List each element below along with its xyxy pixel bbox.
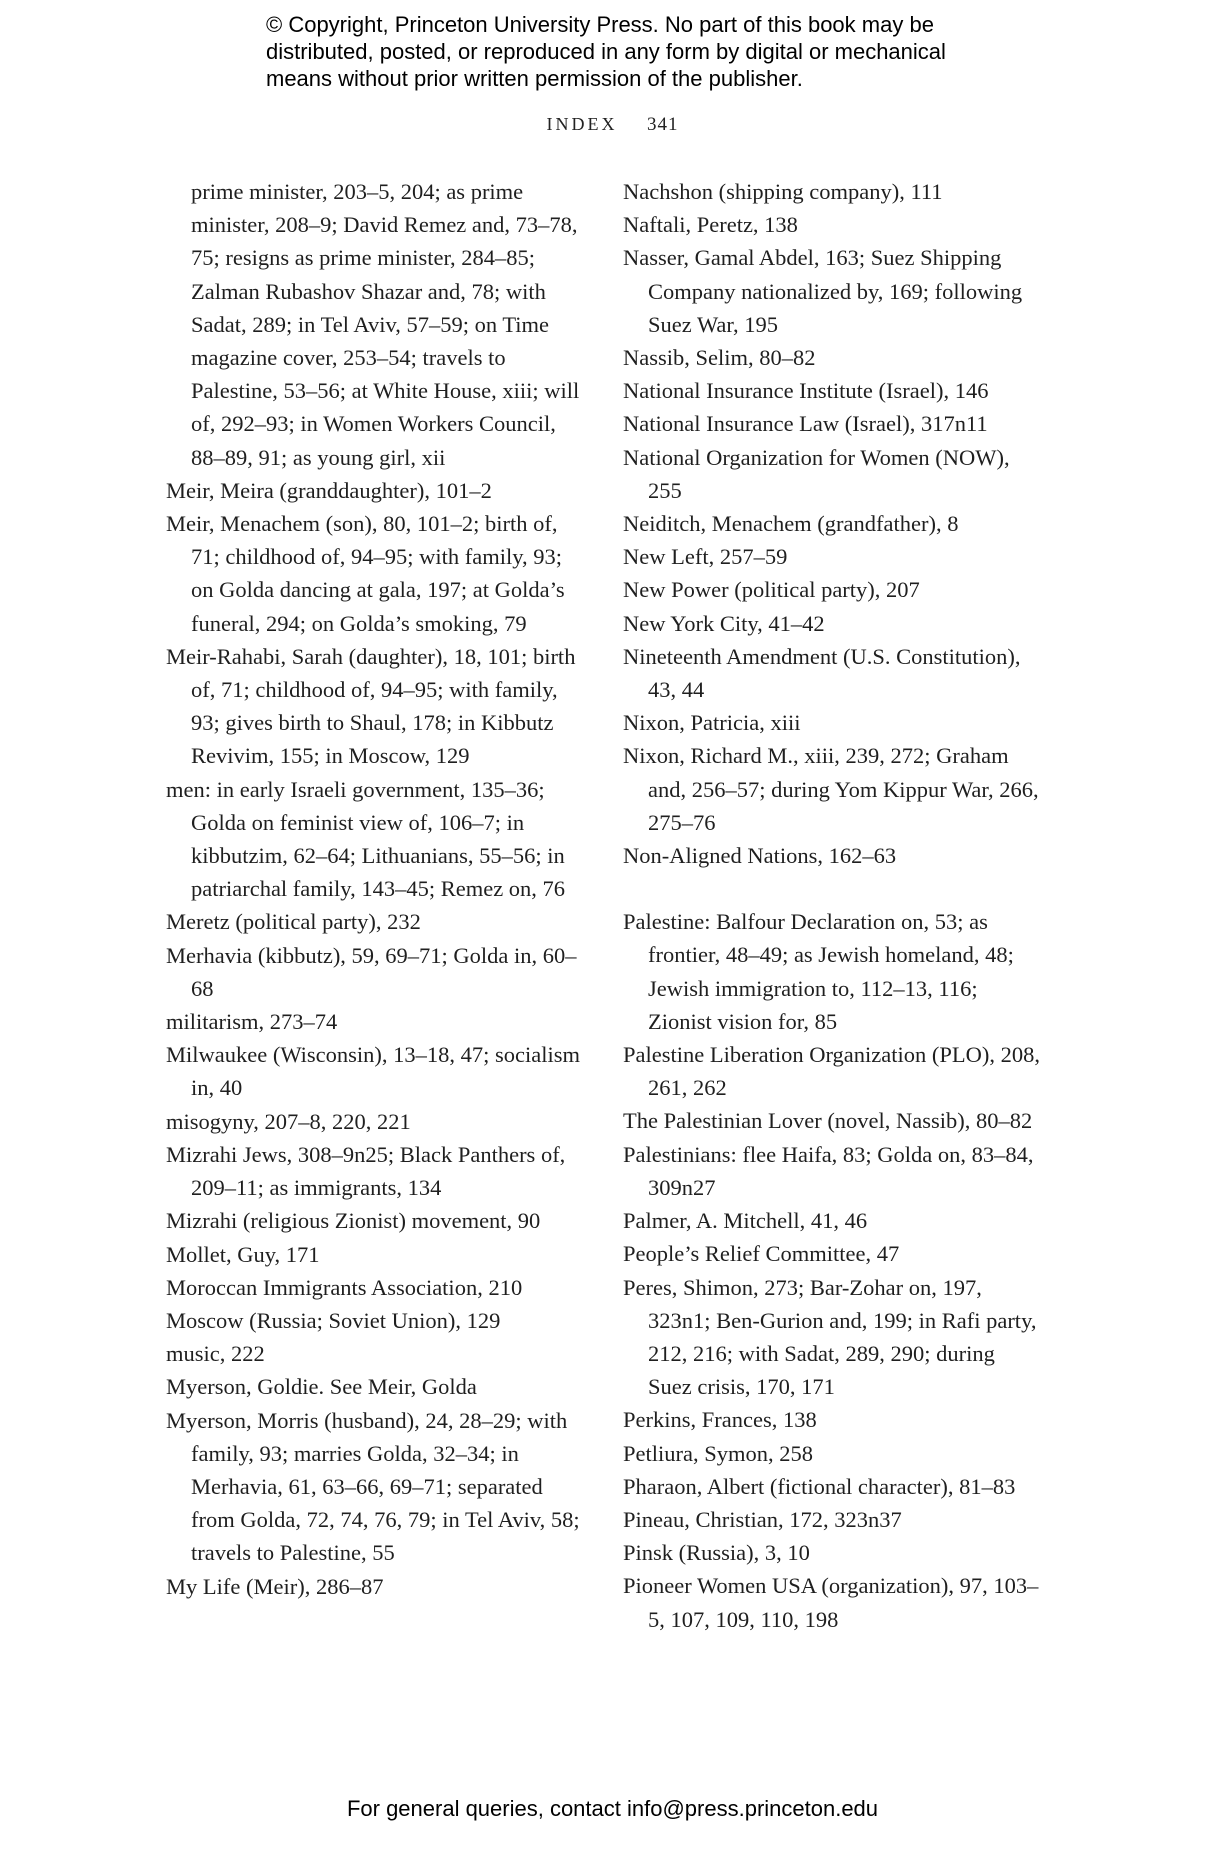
index-entry: Meretz (political party), 232 [166,909,421,935]
index-entry: Neiditch, Menachem (grandfather), 8 [623,511,959,537]
index-entry: Palestine Liberation Organization (PLO), 208, 261, 262 [623,1042,1040,1101]
index-entry: Mollet, Guy, 171 [166,1241,320,1267]
index-entry: Nachshon (shipping company), 111 [623,179,943,204]
letter-group-gap [623,872,1043,905]
index-entry: Merhavia (kibbutz), 59, 69–71; Golda in, 60–68 [166,942,577,1001]
index-entry: Palmer, A. Mitchell, 41, 46 [623,1208,868,1234]
index-entry: Nassib, Selim, 80–82 [623,345,816,371]
index-entry: New Left, 257–59 [623,544,788,570]
index-entry: Nixon, Patricia, xiii [623,710,801,736]
index-entry: National Organization for Women (NOW), 255 [623,444,1010,503]
running-head [0,114,1225,136]
copyright-line: means without prior written permission of the publisher. [266,66,803,91]
index-entry: Palestinians: flee Haifa, 83; Golda on, 83–84, 309n27 [623,1141,1034,1200]
index-entry: People’s Relief Committee, 47 [623,1241,900,1267]
index-entry: New Power (political party), 207 [623,577,920,603]
index-entry: Myerson, Morris (husband), 24, 28–29; with family, 93; marries Golda, 32–34; in Merhavia, 61, 63–66, 69–71; separated from Golda, 72, 74, 76, 79; in Tel Aviv, 58; travels to Palestine, 55 [166,1407,580,1566]
copyright-notice [266,11,1026,92]
index-entry: National Insurance Institute (Israel), 146 [623,378,989,404]
index-entry: Meir-Rahabi, Sarah (daughter), 18, 101; birth of, 71; childhood of, 94–95; with family, 93; gives birth to Shaul, 178; in Kibbutz Revivim, 155; in Moscow, 129 [166,643,576,769]
index-entry: Pineau, Christian, 172, 323n37 [623,1506,902,1532]
index-entry: New York City, 41–42 [623,610,825,636]
index-entry: Pioneer Women USA (organization), 97, 103–5, 107, 109, 110, 198 [623,1573,1039,1632]
copyright-line: distributed, posted, or reproduced in any form by digital or mechanical [266,39,946,64]
index-entry: Palestine: Balfour Declaration on, 53; as frontier, 48–49; as Jewish homeland, 48; Jewish immigration to, 112–13, 116; Zionist vision for, 85 [623,909,1014,1034]
index-entry: Mizrahi Jews, 308–9n25; Black Panthers of, 209–11; as immigrants, 134 [166,1141,566,1201]
index-entry: music, 222 [166,1341,265,1367]
index-entry: Naftali, Peretz, 138 [623,212,798,238]
page-number: 341 [647,114,679,135]
copyright-line: © Copyright, Princeton University Press. No part of this book may be [266,12,934,37]
index-column-right [623,175,1043,1636]
index-entry: Moscow (Russia; Soviet Union), 129 [166,1307,501,1333]
index-entry: Nineteenth Amendment (U.S. Constitution), 43, 44 [623,643,1021,703]
index-entry: Petliura, Symon, 258 [623,1440,813,1466]
index-entry: Meir, Menachem (son), 80, 101–2; birth of, 71; childhood of, 94–95; with family, 93; on Golda dancing at gala, 197; at Golda’s funeral, 294; on Golda’s smoking, 79 [166,511,565,636]
index-entry: Peres, Shimon, 273; Bar-Zohar on, 197, 323n1; Ben-Gurion and, 199; in Rafi party, 212, 216; with Sadat, 289, 290; during Suez crisis, 170, 171 [623,1274,1037,1400]
index-entry: militarism, 273–74 [166,1009,338,1035]
index-entry: men: in early Israeli government, 135–36; Golda on feminist view of, 106–7; in kibbutzim, 62–64; Lithuanians, 55–56; in patriarchal family, 143–45; Remez on, 76 [166,776,566,902]
index-entry: misogyny, 207–8, 220, 221 [166,1108,411,1134]
index-entry: prime minister, 203–5, 204; as prime minister, 208–9; David Remez and, 73–78, 75; resigns as prime minister, 284–85; Zalman Rubashov Shazar and, 78; with Sadat, 289; in Tel Aviv, 57–59; on Time magazine cover, 253–54; travels to Palestine, 53–56; at White House, xiii; will of, 292–93; in Women Workers Council, 88–89, 91; as young girl, xii [191,179,580,470]
index-entry: Pinsk (Russia), 3, 10 [623,1540,810,1566]
index-entry: Milwaukee (Wisconsin), 13–18, 47; socialism in, 40 [166,1042,581,1101]
index-entry: Pharaon, Albert (fictional character), 81–83 [623,1473,1016,1499]
index-entry: Non-Aligned Nations, 162–63 [623,843,897,869]
index-entry: National Insurance Law (Israel), 317n11 [623,411,988,437]
index-entry: Nasser, Gamal Abdel, 163; Suez Shipping Company nationalized by, 169; following Suez War, 195 [623,245,1023,337]
index-entry: Mizrahi (religious Zionist) movement, 90 [166,1208,541,1234]
index-column-left [166,175,586,1603]
index-entry: The Palestinian Lover (novel, Nassib), 80–82 [623,1108,1033,1134]
index-entry: Myerson, Goldie. See Meir, Golda [166,1374,477,1400]
index-entry: My Life (Meir), 286–87 [166,1573,384,1599]
index-entry: Meir, Meira (granddaughter), 101–2 [166,477,492,503]
index-entry: Nixon, Richard M., xiii, 239, 272; Graham and, 256–57; during Yom Kippur War, 266, 275–76 [623,743,1039,835]
index-entry: Perkins, Frances, 138 [623,1407,817,1433]
footer-contact: For general queries, contact info@press.princeton.edu [346,1796,879,1821]
index-entry: Moroccan Immigrants Association, 210 [166,1274,523,1300]
running-head-label: INDEX [546,114,618,134]
